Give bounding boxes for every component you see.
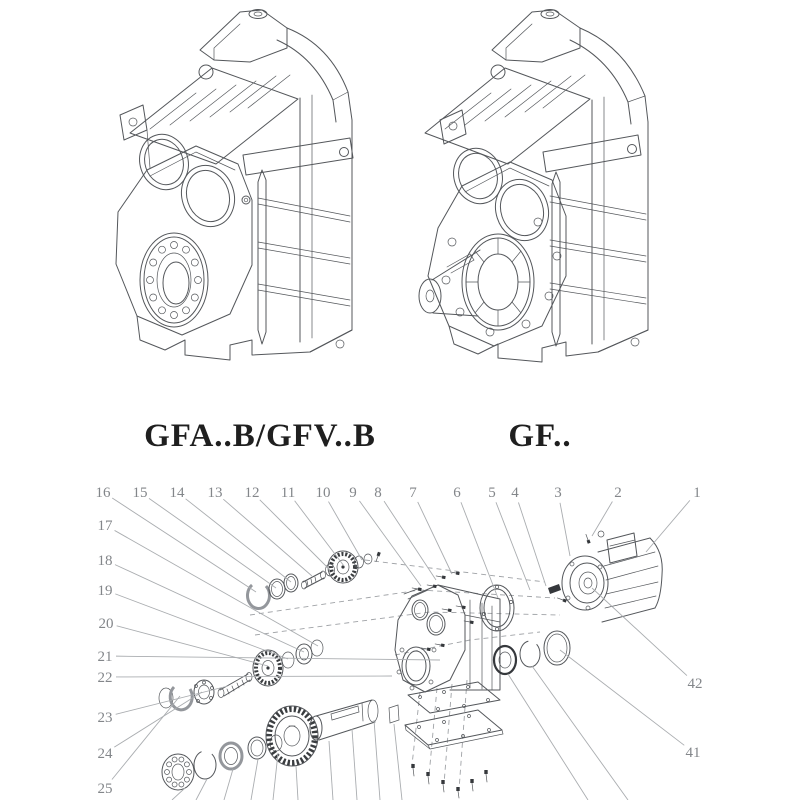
part-number-4: 4 xyxy=(511,485,519,501)
intermediate-shaft-assembly xyxy=(159,640,323,710)
seal-ring xyxy=(544,631,570,665)
part-leader-line-1 xyxy=(646,500,690,552)
front-face xyxy=(116,146,252,335)
bottom-cover-assembly xyxy=(405,682,503,798)
part-number-25: 25 xyxy=(97,781,113,797)
part-number-6: 6 xyxy=(453,485,461,501)
snap-ring xyxy=(194,751,216,779)
part-leader-line-22 xyxy=(116,676,392,677)
part-number-8: 8 xyxy=(374,485,382,501)
part-number-9: 9 xyxy=(349,485,357,501)
side-bracket xyxy=(440,110,466,144)
part-leader-line-42 xyxy=(592,588,687,676)
part-number-12: 12 xyxy=(244,485,260,501)
eye-bolt xyxy=(598,531,604,537)
part-number-7: 7 xyxy=(409,485,417,501)
part-leader-line-13 xyxy=(223,499,312,576)
part-number-17: 17 xyxy=(97,518,113,534)
model-label-gfab: GFA..B/GFV..B xyxy=(144,418,376,454)
part-leader-line-2 xyxy=(592,501,612,536)
cover-plate xyxy=(405,710,502,745)
part-leader-line-8 xyxy=(384,501,436,580)
gfab-drawing xyxy=(116,10,353,361)
part-number-3: 3 xyxy=(554,485,562,501)
input-gear xyxy=(328,551,358,583)
motor-bearing xyxy=(494,646,516,674)
shaft-key xyxy=(548,584,561,594)
torque-arm-bar xyxy=(243,138,353,175)
part-leader-line-14 xyxy=(186,499,291,582)
part-leader-line-7 xyxy=(418,502,452,574)
motor xyxy=(562,531,662,622)
adapter-gasket xyxy=(480,585,514,631)
part-leader-line-16 xyxy=(112,498,256,592)
part-number-20: 20 xyxy=(98,616,114,632)
ball-bearing xyxy=(162,754,194,790)
bearing xyxy=(296,644,312,664)
part-number-10: 10 xyxy=(315,485,331,501)
cover-gasket xyxy=(408,682,500,713)
part-leader-line-6 xyxy=(461,502,498,598)
part-number-41: 41 xyxy=(685,745,701,761)
part-number-18: 18 xyxy=(97,553,113,569)
model-label-gf: GF.. xyxy=(508,418,572,454)
lifting-hole xyxy=(199,65,213,79)
part-number-1: 1 xyxy=(693,485,701,501)
part-number-2: 2 xyxy=(614,485,622,501)
part-leader-line-19 xyxy=(115,594,288,659)
oil-seal xyxy=(220,743,242,769)
part-number-19: 19 xyxy=(97,583,113,599)
part-number-23: 23 xyxy=(97,710,113,726)
tie-strap xyxy=(258,170,266,344)
part-number-42: 42 xyxy=(687,676,703,692)
part-number-13: 13 xyxy=(207,485,223,501)
part-leader-line-20 xyxy=(117,626,268,666)
part-number-22: 22 xyxy=(97,670,113,686)
part-number-16: 16 xyxy=(95,485,111,501)
exploded-view xyxy=(96,485,703,800)
output-gear xyxy=(266,706,318,766)
part-number-11: 11 xyxy=(280,485,296,501)
lifting-hole xyxy=(491,65,505,79)
part-leader-line-11 xyxy=(295,501,344,566)
part-label-layer xyxy=(96,485,703,797)
part-leader-line-18 xyxy=(115,565,304,652)
part-number-15: 15 xyxy=(132,485,148,501)
snap-ring xyxy=(520,641,540,667)
output-assembly xyxy=(162,700,399,790)
part-leader-line-12 xyxy=(260,500,330,570)
gf-drawing xyxy=(419,10,648,363)
part-leader-line-17 xyxy=(115,530,318,646)
part-leader-line-3 xyxy=(560,503,570,556)
part-leader-line-24 xyxy=(114,692,202,747)
output-shaft xyxy=(310,700,378,740)
part-number-24: 24 xyxy=(97,746,113,762)
part-number-14: 14 xyxy=(169,485,185,501)
part-number-5: 5 xyxy=(488,485,496,501)
intermediate-bore xyxy=(174,158,243,233)
part-leader-line-4 xyxy=(518,502,546,586)
part-number-21: 21 xyxy=(97,649,113,665)
spacer xyxy=(389,705,399,723)
part-leader-line-15 xyxy=(149,498,276,588)
output-bearing xyxy=(140,233,208,327)
input-shaft-assembly xyxy=(247,551,380,608)
